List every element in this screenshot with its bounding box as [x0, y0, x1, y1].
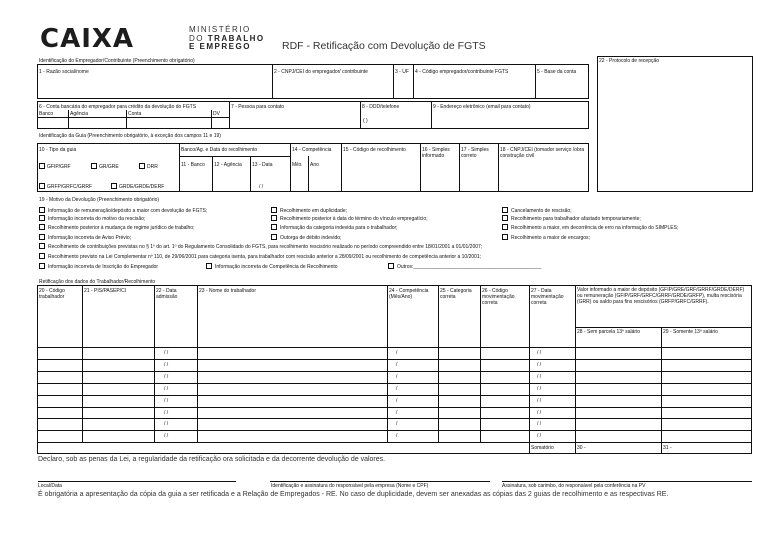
field-email[interactable]: 9 - Endereço eletrônico (email para contato) — [433, 104, 531, 110]
motivo-4: Informação incorreta de Aviso Prévio; — [48, 235, 132, 241]
declaration-text: Declaro, sob as penas da Lei, a regularidade da retificação ora solicitada e da decorrente devolução de valores. — [38, 456, 386, 463]
field-pessoa-contato[interactable]: 7 - Pessoa para contato — [231, 104, 285, 110]
field-cnpj[interactable]: 2 - CNPJ/CEI do empregador/ contribuinte — [274, 69, 368, 75]
row-date-mov[interactable]: / / — [537, 350, 542, 356]
signature-empresa: Identificação e assinatura do responsável pela empresa (Nome e CPF) — [271, 483, 429, 489]
row-competencia[interactable]: / — [396, 397, 398, 404]
ddd-parentheses: ( ) — [363, 118, 368, 124]
field-banco-11[interactable]: 11 - Banco — [181, 162, 205, 168]
label-mes[interactable]: Mês — [292, 162, 302, 168]
total-30: 30 - — [577, 445, 586, 452]
row-competencia[interactable]: / — [396, 350, 398, 356]
label-agencia[interactable]: Agência — [70, 111, 89, 117]
checkbox-motivo-10[interactable] — [502, 215, 508, 221]
field-protocolo: 22 - Protocolo de recepção — [599, 58, 660, 64]
workers-table-border — [37, 285, 752, 454]
employer-section-title: Identificação do Empregador/Contribuinte (Preenchimento obrigatório) — [39, 58, 195, 64]
col-pis-pasep: 21 - PIS/PASEP/CI — [84, 288, 127, 294]
row-date-mov[interactable]: / / — [537, 385, 542, 392]
row-date-admissao[interactable]: / / — [164, 421, 169, 428]
col-categoria: 25 - Categoria correta — [440, 288, 472, 300]
workers-sum-line — [529, 442, 530, 454]
field-conta-bancaria: 6 - Conta bancária do empregador para crédito da devolução do FGTS — [39, 104, 197, 110]
checkbox-motivo-12[interactable] — [502, 234, 508, 240]
caixa-logo: CAIXA — [40, 24, 135, 54]
motivo-outros: Outros:______________________________________________ — [397, 264, 542, 270]
workers-row-line — [37, 383, 752, 384]
row-date-mov[interactable]: / / — [537, 361, 542, 368]
col-data-admissao: 22 - Data admissão — [156, 288, 178, 300]
col-competencia: 24 - Competência (Mês/Ano) — [389, 288, 429, 300]
workers-row-line — [37, 371, 752, 372]
row-date-admissao[interactable]: / / — [164, 409, 169, 416]
checkbox-motivo-7[interactable] — [271, 224, 277, 230]
row-date-admissao[interactable]: / / — [164, 350, 169, 356]
option-grfp: GRFP/GRFC/GRRF — [47, 184, 92, 190]
row-competencia[interactable]: / — [396, 409, 398, 416]
motivo-2: Informação incorreta do motivo da rescisão; — [48, 216, 146, 222]
checkbox-gr-gre[interactable] — [91, 163, 97, 169]
row-date-admissao[interactable]: / / — [164, 397, 169, 404]
checkbox-motivo-9[interactable] — [502, 207, 508, 213]
row-date-admissao[interactable]: / / — [164, 361, 169, 368]
checkbox-motivo-16[interactable] — [206, 263, 212, 269]
row-date-mov[interactable]: / / — [537, 373, 542, 380]
footer-note: É obrigatória a apresentação da cópia da guia a ser retificada e a Relação de Empregados - RE. No caso de duplicidade, devem ser anexadas as cópias das 2 guias de recolhimento e as respectivas RE. — [38, 491, 669, 498]
motivo-9: Cancelamento de rescisão; — [511, 208, 572, 214]
ministry-line-1: MINISTÉRIO — [189, 25, 251, 34]
checkbox-motivo-13[interactable] — [39, 243, 45, 249]
checkbox-motivo-4[interactable] — [39, 234, 45, 240]
field-base-conta[interactable]: 5 - Base da conta — [537, 69, 577, 75]
label-ano[interactable]: Ano — [310, 162, 319, 168]
workers-row-line — [37, 442, 752, 443]
row-competencia[interactable]: / — [396, 421, 398, 428]
label-banco-data: Banco/Ag. e Data do recolhimento — [181, 147, 258, 153]
checkbox-gfip-grf[interactable] — [39, 163, 45, 169]
workers-row-line — [37, 430, 752, 431]
checkbox-grfp[interactable] — [39, 183, 45, 189]
option-drr: DRR — [147, 164, 158, 170]
row-competencia[interactable]: / — [396, 385, 398, 392]
field-data-13[interactable]: 13 - Data — [252, 162, 273, 168]
field-simples-correto[interactable]: 17 - Simples correto — [461, 147, 489, 159]
total-31: 31 - — [663, 445, 672, 452]
motivo-10: Recolhimento para trabalhador afastado temporariamente; — [511, 216, 641, 222]
checkbox-motivo-15[interactable] — [39, 263, 45, 269]
option-gfip-grf: GFIP/GRF — [47, 164, 71, 170]
field-simples-informado[interactable]: 16 - Simples informado — [422, 147, 450, 159]
field-competencia: 14 - Competência — [292, 147, 332, 153]
workers-value-subline — [575, 327, 752, 328]
workers-header-line — [37, 347, 752, 348]
checkbox-motivo-8[interactable] — [271, 234, 277, 240]
row-date-admissao[interactable]: / / — [164, 373, 169, 380]
signature-conferencia: Assinatura, sob carimbo, do responsável pela conferência na PV — [502, 483, 646, 489]
field-uf[interactable]: 3 - UF — [395, 69, 409, 75]
workers-sum-line — [575, 442, 576, 454]
row-date-mov[interactable]: / / — [537, 433, 542, 440]
checkbox-motivo-outros[interactable] — [388, 263, 394, 269]
checkbox-motivo-5[interactable] — [271, 207, 277, 213]
row-competencia[interactable]: / — [396, 361, 398, 368]
workers-sum-line — [661, 442, 662, 454]
label-dv[interactable]: DV — [213, 111, 220, 117]
workers-row-line — [37, 407, 752, 408]
motivo-12: Recolhimento a maior de encargos; — [511, 235, 590, 241]
motivo-15: Informação incorreta de Inscrição do Empregador — [48, 264, 159, 270]
field-tipo-guia: 10 - Tipo da guia — [39, 147, 77, 153]
workers-row-line — [37, 359, 752, 360]
field-cnpj-obra[interactable]: 18 - CNPJ/CEI (tomador serviço /obra construção civil — [500, 147, 585, 159]
motivo-3: Recolhimento posterior à mudança de regime jurídico de trabalho; — [48, 225, 195, 231]
signature-local-data: Local/Data — [38, 483, 62, 489]
row-date-admissao[interactable]: / / — [164, 385, 169, 392]
option-grde: GRDE/GRDE/DERF — [119, 184, 165, 190]
col-nome-trabalhador: 23 - Nome do trabalhador — [199, 288, 256, 294]
checkbox-motivo-11[interactable] — [502, 224, 508, 230]
checkbox-drr[interactable] — [139, 163, 145, 169]
protocol-box — [597, 56, 753, 192]
workers-section-title: Retificação dos dados do Trabalhador/Recolhimento — [39, 279, 156, 285]
field-razao[interactable]: 1 - Razão social/nome — [39, 69, 89, 75]
data-13-slashes: / / — [259, 184, 264, 190]
checkbox-motivo-2[interactable] — [39, 215, 45, 221]
col-codigo-mov: 26 - Código movimentação correta — [482, 288, 515, 306]
field-codigo-empregador[interactable]: 4 - Código empregador/contribuinte FGTS — [415, 69, 509, 75]
checkbox-motivo-14[interactable] — [39, 253, 45, 259]
checkbox-motivo-1[interactable] — [39, 207, 45, 213]
checkbox-motivo-3[interactable] — [39, 224, 45, 230]
ministry-line-3 — [189, 43, 265, 52]
checkbox-motivo-6[interactable] — [271, 215, 277, 221]
col-valor-desc: Valor informado a maior de depósito (GFIP/GRE/GRF/GRRF/GRDE/DERF) ou remuneração (GFIP/GRF/GRFC/GRRF/GRDE/GRFP), multa rescisória (GRR) ou saldo para fins rescisórios (GRFP/GRFC/GRRF). — [577, 287, 745, 305]
row-date-admissao[interactable]: / / — [164, 433, 169, 440]
motivo-13: Recolhimento de contribuições previstas no § 1º do art. 1º do Regulamento Consolidado do FGTS, para recolhimento rescisório realizado no período compreendido entre 18/01/2001 a 01/01/2007; — [48, 244, 483, 250]
field-ddd-telefone[interactable]: 8 - DDD/telefone — [362, 104, 400, 110]
label-conta[interactable]: Conta — [128, 111, 142, 117]
col-sem-13: 28 - Sem parcela 13º salário — [577, 329, 640, 335]
ministry-do: DO — [189, 33, 208, 43]
motivo-14: Recolhimento previsto na Lei Complementar nº 110, de 29/06/2001 para categoria isenta, para trabalhador com rescisão anterior a 28/09/2001 ou recolhimento de competência anterior a 10/2001; — [48, 254, 482, 260]
motivo-6: Recolhimento posterior à data do término do vínculo empregatício; — [280, 216, 428, 222]
motivo-1: Informação de remuneração/depósito a maior com devolução de FGTS; — [48, 208, 208, 214]
row-date-mov[interactable]: / / — [537, 421, 542, 428]
page-title: RDF - Retificação com Devolução de FGTS — [282, 40, 486, 52]
motivo-16: Informação incorreta de Competência de Recolhimento — [215, 264, 338, 270]
somatorio-label: Somatório — [531, 445, 554, 452]
workers-row-line — [37, 418, 752, 419]
field-codigo-recolhimento[interactable]: 15 - Código de recolhimento — [343, 147, 406, 153]
col-data-mov: 27 - Data movimentação correta — [531, 288, 564, 306]
workers-row-line — [37, 395, 752, 396]
ministry-trabalho: TRABALHO — [207, 33, 265, 43]
motivo-8: Outorga de débito indevido; — [280, 235, 342, 241]
row-date-mov[interactable]: / / — [537, 409, 542, 416]
row-competencia[interactable]: / — [396, 373, 398, 380]
col-somente-13: 29 - Somente 13º salário — [663, 329, 718, 335]
checkbox-grde[interactable] — [111, 183, 117, 189]
motivo-section-title: 19 - Motivo da Devolução (Preenchimento obrigatório) — [39, 197, 160, 203]
field-agencia-12[interactable]: 12 - Agência — [214, 162, 242, 168]
motivo-11: Recolhimento a maior, em decorrência de erro na informação do SIMPLES; — [511, 225, 679, 231]
option-gr-gre: GR/GRE — [99, 164, 119, 170]
ministry-emprego: E EMPREGO — [189, 42, 251, 51]
row-competencia[interactable]: / — [396, 433, 398, 440]
motivo-7: Informação da categoria indevida para o trabalhador; — [280, 225, 398, 231]
row-date-mov[interactable]: / / — [537, 397, 542, 404]
workers-col-line — [661, 327, 662, 442]
motivo-5: Recolhimento em duplicidade; — [280, 208, 347, 214]
guide-section-title: Identificação da Guia (Preenchimento obrigatório, à exceção dos campos 11 e 19) — [39, 133, 221, 139]
col-codigo-trabalhador: 20 - Código trabalhador — [39, 288, 65, 300]
ministry-logo — [189, 26, 265, 52]
label-banco[interactable]: Banco — [39, 111, 54, 117]
